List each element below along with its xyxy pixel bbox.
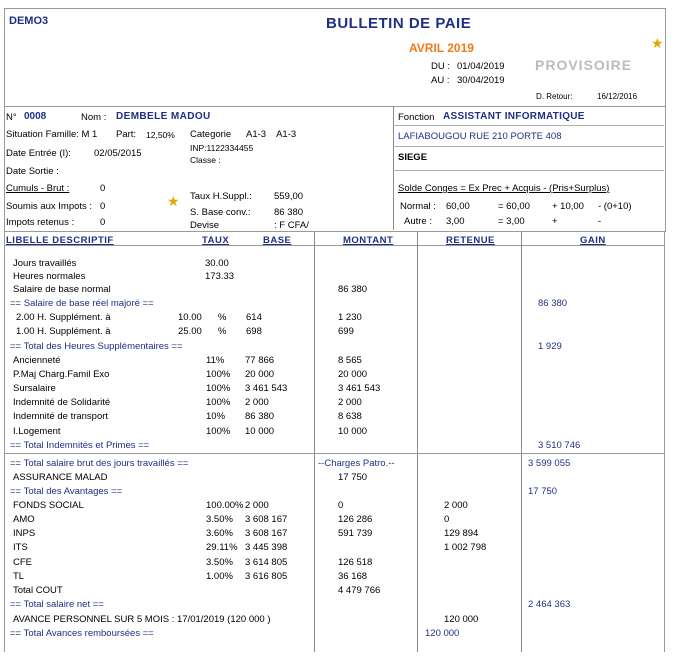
table-row (0, 614, 681, 628)
cell-retenue2: 120 000 (425, 628, 460, 639)
cell-montant: 2 000 (338, 397, 362, 408)
nom-label: Nom : (81, 112, 107, 123)
autre-v1: 3,00 (446, 216, 465, 227)
siege: SIEGE (398, 152, 428, 163)
table-row (0, 312, 681, 326)
fonction-label: Fonction (398, 112, 435, 123)
cell-lib: TL (13, 571, 25, 582)
nom-value: DEMBELE MADOU (116, 111, 211, 122)
cell-taux: 1.00% (206, 571, 233, 582)
cell-taux: 3.60% (206, 528, 233, 539)
cell-pct: 25.00 (178, 326, 202, 337)
col-base: BASE (263, 235, 292, 246)
cell-taux: 100.00% (206, 500, 244, 511)
cell-pct: 10.00 (178, 312, 202, 323)
cell-taux: 10% (206, 411, 226, 422)
cell-montant: 126 286 (338, 514, 373, 525)
cell-taux2: 614 (246, 312, 262, 323)
status-watermark: PROVISOIRE (535, 57, 633, 73)
table-row (0, 271, 681, 285)
table-row (0, 571, 681, 585)
cell-montant: 699 (338, 326, 354, 337)
col-taux: TAUX (202, 235, 230, 246)
cell-base2: 3 614 805 (245, 557, 288, 568)
normal-v1: 60,00 (446, 201, 470, 212)
table-row (0, 472, 681, 486)
cell-retenue: 1 002 798 (444, 542, 487, 553)
cell-gain2: 17 750 (528, 486, 558, 497)
table-row (0, 458, 681, 472)
table-row (0, 528, 681, 542)
sbase-value: 86 380 (274, 207, 304, 218)
normal-minus: - (0+10) (598, 201, 632, 212)
cell-lib: == Total Avances remboursées == (10, 628, 154, 639)
table-row (0, 628, 681, 642)
cell-base2: 3 461 543 (245, 383, 288, 394)
table-row (0, 486, 681, 500)
sbase-label: S. Base conv.: (190, 207, 251, 218)
cell-taux: 100% (206, 426, 231, 437)
cell-lib: == Salaire de base réel majoré == (10, 298, 154, 309)
table-row (0, 440, 681, 454)
cell-taux: 100% (206, 369, 231, 380)
autre-plus: + (552, 216, 558, 227)
col-gain: GAIN (580, 235, 606, 246)
cell-base2: 3 608 167 (245, 514, 288, 525)
impots-label: Impots retenus : (6, 217, 75, 228)
cell-taux2: 698 (246, 326, 262, 337)
cell-lib: Sursalaire (13, 383, 56, 394)
table-row (0, 383, 681, 397)
cell-lib: Indemnité de Solidarité (13, 397, 111, 408)
cell-lib: CFE (13, 557, 32, 568)
cell-montant: 36 168 (338, 571, 368, 582)
retour-value: 16/12/2016 (597, 92, 638, 101)
cell-gain2: 2 464 363 (528, 599, 571, 610)
cell-base2: 3 445 398 (245, 542, 288, 553)
cell-lib: Ancienneté (13, 355, 61, 366)
cell-lib: 2.00 H. Supplément. à (16, 312, 111, 323)
sitfam: Situation Famille: M 1 (6, 129, 98, 140)
table-row (0, 500, 681, 514)
solde-title: Solde Conges = Ex Prec + Acquis - (Pris+Surplus) (398, 183, 610, 194)
col-montant: MONTANT (343, 235, 394, 246)
cell-gain2: 3 599 055 (528, 458, 571, 469)
employee-right-sep (393, 125, 664, 126)
taux-hs-label: Taux H.Suppl.: (190, 191, 252, 202)
table-row (0, 397, 681, 411)
cell-base2: 2 000 (245, 397, 269, 408)
cell-taux: 100% (206, 383, 231, 394)
cell-lib: Indemnité de transport (13, 411, 109, 422)
cell-lib: == Total des Heures Supplémentaires == (10, 341, 183, 352)
document-title: BULLETIN DE PAIE (326, 15, 472, 32)
cell-base2: 86 380 (245, 411, 275, 422)
fonction-value: ASSISTANT INFORMATIQUE (443, 111, 585, 122)
table-row (0, 426, 681, 440)
cell-lib: == Total salaire net == (10, 599, 104, 610)
cell-lib: I.Logement (13, 426, 61, 437)
cell-montant: 4 479 766 (338, 585, 381, 596)
cell-lib: Jours travaillés (13, 258, 77, 269)
cell-lib: P.Maj Charg.Famil Exo (13, 369, 110, 380)
normal-eq: = 60,00 (498, 201, 530, 212)
num-value: 0008 (24, 111, 47, 122)
table-row (0, 557, 681, 571)
employee-right-sep-3 (393, 170, 664, 171)
cell-montant: 86 380 (338, 284, 368, 295)
inp: INP:1122334455 (190, 143, 254, 153)
cell-pcts: % (218, 312, 227, 323)
cell-lib: Total COUT (13, 585, 63, 596)
cell-base2: 3 608 167 (245, 528, 288, 539)
soumis-value: 0 (100, 201, 106, 212)
cell-montant: 0 (338, 500, 344, 511)
cell-gain: 1 929 (538, 341, 562, 352)
col-libelle: LIBELLE DESCRIPTIF (6, 235, 114, 246)
cell-taux: 29.11% (206, 542, 238, 553)
cell-lib: INPS (13, 528, 36, 539)
num-label: N° (6, 112, 17, 123)
cell-montant: 17 750 (338, 472, 368, 483)
cell-taux: 100% (206, 397, 231, 408)
categorie-value: A1-3 A1-3 (246, 129, 297, 140)
cell-retenue: 120 000 (444, 614, 479, 625)
table-row (0, 326, 681, 340)
cumuls-value: 0 (100, 183, 106, 194)
normal-label: Normal : (400, 201, 436, 212)
impots-value: 0 (100, 217, 106, 228)
au-value: 30/04/2019 (457, 75, 505, 86)
cell-lib: AMO (13, 514, 35, 525)
employee-right-sep-2 (393, 146, 664, 147)
table-row (0, 355, 681, 369)
cell-lib: == Total Indemnités et Primes == (10, 440, 150, 451)
col-retenue: RETENUE (446, 235, 495, 246)
cell-montant: 1 230 (338, 312, 362, 323)
cell-retenue: 129 894 (444, 528, 479, 539)
cell-base2: 3 616 805 (245, 571, 288, 582)
table-row (0, 298, 681, 312)
company-name: DEMO3 (9, 15, 49, 27)
sortie-label: Date Sortie : (6, 166, 59, 177)
table-row (0, 341, 681, 355)
retour-label: D. Retour: (536, 92, 573, 101)
cell-montant: 591 739 (338, 528, 373, 539)
entree-value: 02/05/2015 (94, 148, 142, 159)
cell-montant: 8 565 (338, 355, 362, 366)
table-row (0, 514, 681, 528)
table-row (0, 599, 681, 613)
cell-lib: Heures normales (13, 271, 86, 282)
cell-base: 30.00 (205, 258, 229, 269)
categorie-label: Categorie (190, 129, 232, 140)
cell-lib: ASSURANCE MALAD (13, 472, 108, 483)
address: LAFIABOUGOU RUE 210 PORTE 408 (398, 131, 562, 142)
part-value: 12,50% (146, 130, 175, 140)
cell-lib: Salaire de base normal (13, 284, 111, 295)
cell-montant: --Charges Patro.-- (318, 458, 395, 469)
table-row (0, 542, 681, 556)
cumuls-label: Cumuls - Brut : (6, 183, 70, 194)
cell-retenue: 2 000 (444, 500, 468, 511)
devise-label: Devise (190, 220, 220, 231)
cell-base2: 77 866 (245, 355, 275, 366)
cell-lib: FONDS SOCIAL (13, 500, 84, 511)
cell-base2: 20 000 (245, 369, 275, 380)
part-label: Part: (116, 129, 137, 140)
cell-lib: 1.00 H. Supplément. à (16, 326, 111, 337)
cell-montant: 8 638 (338, 411, 362, 422)
du-value: 01/04/2019 (457, 61, 505, 72)
period: AVRIL 2019 (409, 41, 474, 55)
soumis-label: Soumis aux Impots : (6, 201, 93, 212)
cell-taux: 3.50% (206, 557, 233, 568)
cell-base2: 10 000 (245, 426, 275, 437)
cell-gain: 86 380 (538, 298, 568, 309)
cell-lib: == Total des Avantages == (10, 486, 123, 497)
cell-montant: 3 461 543 (338, 383, 381, 394)
cell-pcts: % (218, 326, 227, 337)
au-label: AU : (431, 75, 450, 86)
devise-value: : F CFA/ (274, 220, 309, 231)
entree-label: Date Entrée (I): (6, 148, 71, 159)
cell-lib: == Total salaire brut des jours travaillés == (10, 458, 189, 469)
cell-montant: 10 000 (338, 426, 368, 437)
table-row (0, 369, 681, 383)
du-label: DU : (431, 61, 450, 72)
star-icon: ★ (651, 35, 664, 51)
classe: Classe : (190, 155, 221, 165)
autre-minus: - (598, 216, 602, 227)
table-row (0, 284, 681, 298)
table-row (0, 585, 681, 599)
cell-lib: ITS (13, 542, 28, 553)
cell-retenue: 0 (444, 514, 450, 525)
autre-label: Autre : (404, 216, 432, 227)
star-icon: ★ (167, 193, 180, 209)
taux-hs-value: 559,00 (274, 191, 304, 202)
cell-montant: 20 000 (338, 369, 368, 380)
cell-base2: 2 000 (245, 500, 269, 511)
table-row (0, 411, 681, 425)
cell-lib: AVANCE PERSONNEL SUR 5 MOIS : 17/01/2019 (120 000 ) (13, 614, 271, 625)
table-row (0, 258, 681, 272)
cell-montant: 126 518 (338, 557, 373, 568)
autre-eq: = 3,00 (498, 216, 525, 227)
cell-taux: 3.50% (206, 514, 233, 525)
cell-gain: 3 510 746 (538, 440, 581, 451)
cell-taux: 11% (206, 355, 225, 366)
normal-plus: + 10,00 (552, 201, 584, 212)
cell-base: 173.33 (205, 271, 235, 282)
